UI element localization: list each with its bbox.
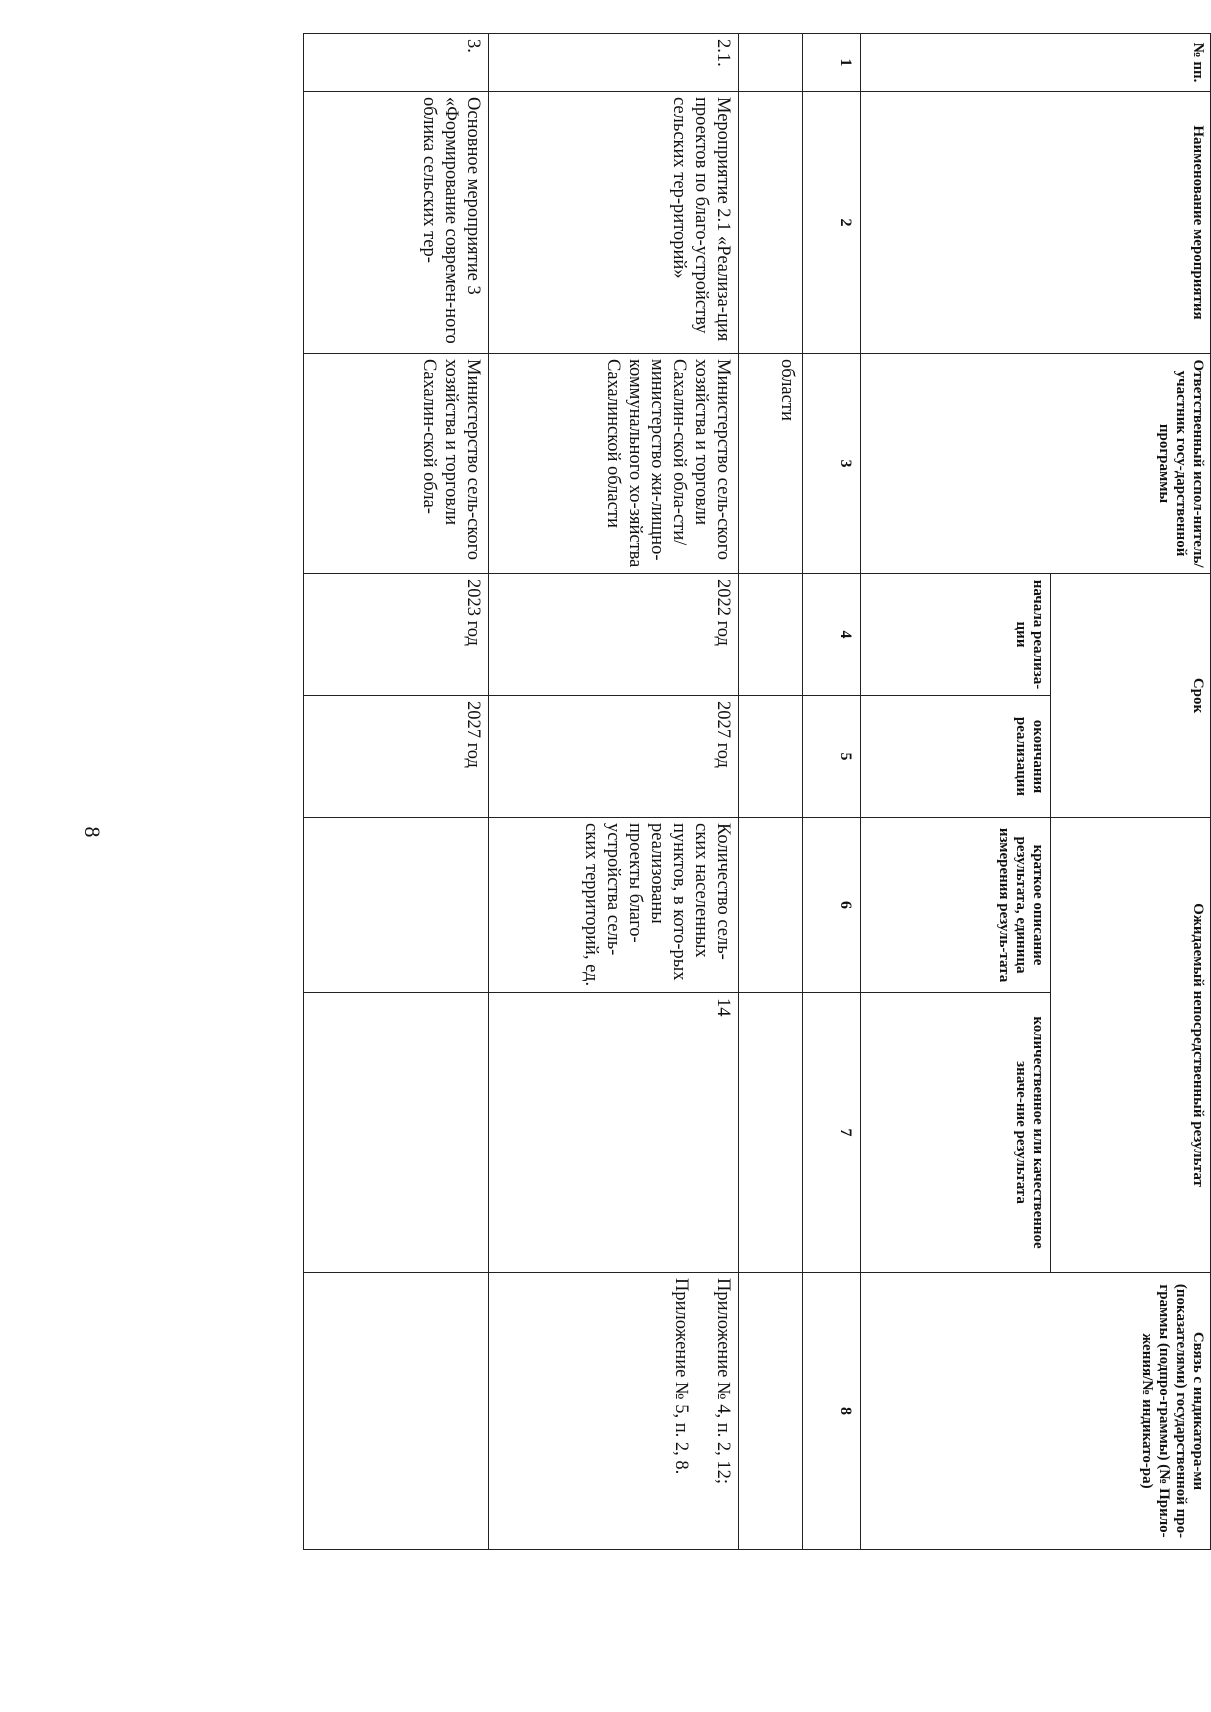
column-number: 3 bbox=[803, 354, 861, 574]
event-name: Мероприятие 2.1 «Реализа-ция проектов по благо-устройству сельских тер-риторий» bbox=[489, 92, 739, 354]
indicator-link-line: Приложение № 4, п. 2, 12; bbox=[713, 1278, 733, 1484]
header-name: Наименование мероприятия bbox=[861, 92, 1211, 354]
table-cell bbox=[739, 92, 803, 354]
row-number: 3. bbox=[304, 34, 489, 92]
events-table bbox=[303, 33, 1211, 1550]
end-year: 2027 год bbox=[304, 696, 489, 818]
start-year: 2022 год bbox=[489, 574, 739, 696]
indicator-link bbox=[304, 1273, 489, 1550]
header-executor: Ответственный испол-нитель/участник госу-дарственной программы bbox=[861, 354, 1211, 574]
header-result-desc: краткое описание результата, единица измерения резуль-тата bbox=[861, 818, 1051, 993]
table-cell bbox=[739, 34, 803, 92]
header-term-end: окончания реализации bbox=[861, 696, 1051, 818]
header-term: Срок bbox=[1051, 574, 1211, 818]
column-number: 5 bbox=[803, 696, 861, 818]
executor-cell: Министерство сель-ского хозяйства и торговли Сахалин-ской обла-сти/министерство жи-лищно-коммунального хо-зяйства Сахалинской области bbox=[489, 354, 739, 574]
result-value bbox=[304, 993, 489, 1273]
column-number: 2 bbox=[803, 92, 861, 354]
header-link: Связь с индикатора-ми (показателями) государственной про-граммы (подпро-граммы) (№ Прило-жения/№ индикато-ра) bbox=[861, 1273, 1211, 1550]
result-value: 14 bbox=[489, 993, 739, 1273]
table-row bbox=[304, 34, 489, 1550]
table-row bbox=[489, 34, 739, 1550]
indicator-link-line: Приложение № 5, п. 2, 8. bbox=[671, 1278, 691, 1475]
table-cell bbox=[739, 574, 803, 696]
column-number: 4 bbox=[803, 574, 861, 696]
table-cell bbox=[739, 1273, 803, 1550]
indicator-link bbox=[489, 1273, 739, 1550]
column-number: 6 bbox=[803, 818, 861, 993]
table-cell bbox=[739, 818, 803, 993]
header-row-1 bbox=[1051, 34, 1211, 1550]
column-number: 8 bbox=[803, 1273, 861, 1550]
start-year: 2023 год bbox=[304, 574, 489, 696]
header-num: № пп. bbox=[861, 34, 1211, 92]
rotated-table-container bbox=[166, 33, 1211, 1549]
column-number: 7 bbox=[803, 993, 861, 1273]
header-result-value: количественное или качественное значе-ние результата bbox=[861, 993, 1051, 1273]
row-number: 2.1. bbox=[489, 34, 739, 92]
result-description: Количество сель-ских населенных пунктов, в кото-рых реализованы проекты благо-устройства сель-ских территорий, ед. bbox=[489, 818, 739, 993]
column-number: 1 bbox=[803, 34, 861, 92]
page-number: 8 bbox=[80, 826, 105, 838]
executor-cell: области bbox=[739, 354, 803, 574]
table-cell bbox=[739, 696, 803, 818]
continuation-row bbox=[739, 34, 803, 1550]
header-result: Ожидаемый непосредственный результат bbox=[1051, 818, 1211, 1273]
executor-cell: Министерство сель-ского хозяйства и торговли Сахалин-ской обла- bbox=[304, 354, 489, 574]
header-term-start: начала реализа-ции bbox=[861, 574, 1051, 696]
table-cell bbox=[739, 993, 803, 1273]
result-description bbox=[304, 818, 489, 993]
column-number-row bbox=[803, 34, 861, 1550]
end-year: 2027 год bbox=[489, 696, 739, 818]
event-name: Основное мероприятие 3 «Формирование современ-ного облика сельских тер- bbox=[304, 92, 489, 354]
